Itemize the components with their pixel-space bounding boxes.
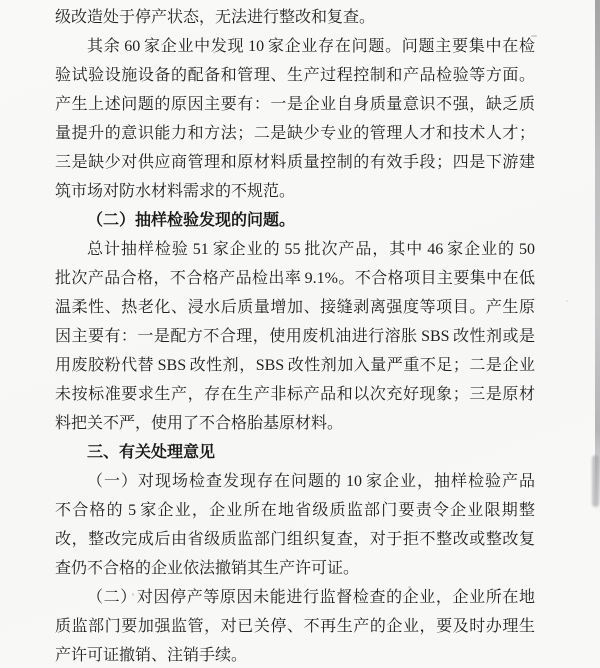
scan-speck [132, 593, 134, 596]
text-line: 三是缺少对供应商管理和原材料质量控制的有效手段；四是下游建 [55, 154, 535, 171]
text-line: 验试验设施设备的配备和管理、生产过程控制和产品检验等方面。 [55, 67, 535, 84]
text-line: 不合格的 5 家企业，企业所在地省级质监部门要责令企业限期整 [55, 502, 535, 519]
text-line: 质监部门要加强监管，对已关停、不再生产的企业，要及时办理生 [55, 618, 535, 635]
scan-edge-shadow [595, 0, 600, 512]
text-line: 筑市场对防水材料需求的不规范。 [55, 183, 296, 200]
text-line: （一）对现场检查发现存在问题的 10 家企业，抽样检验产品 [87, 473, 535, 490]
section-heading: 三、有关处理意见 [87, 444, 216, 461]
section-heading: （二）抽样检验发现的问题。 [87, 212, 296, 229]
text-line: 改，整改完成后由省级质监部门组织复查，对于拒不整改或整改复 [55, 531, 535, 548]
text-line: 未按标准要求生产，存在生产非标产品和以次充好现象；三是原材 [55, 386, 535, 403]
text-line: 总计抽样检验 51 家企业的 55 批次产品，其中 46 家企业的 50 [87, 241, 535, 258]
text-line: （二）对因停产等原因未能进行监督检查的企业，企业所在地 [87, 589, 535, 606]
scan-speck [408, 586, 411, 588]
text-line: 产许可证撤销、注销手续。 [55, 647, 248, 664]
scan-speck [209, 572, 211, 574]
text-line: 产生上述问题的原因主要有：一是企业自身质量意识不强，缺乏质 [55, 96, 535, 113]
text-line: 级改造处于停产状态，无法进行整改和复查。 [55, 9, 376, 26]
scan-speck [566, 300, 568, 302]
scan-edge-smudge [592, 455, 599, 507]
text-line: 其余 60 家企业中发现 10 家企业存在问题。问题主要集中在检 [87, 38, 535, 55]
text-line: 因主要有：一是配方不合理，使用废机油进行溶胀 SBS 改性剂或是 [55, 328, 535, 345]
text-line: 查仍不合格的企业依法撤销其生产许可证。 [55, 560, 360, 577]
scan-speck [531, 35, 537, 37]
text-line: 用废胶粉代替 SBS 改性剂，SBS 改性剂加入量严重不足；二是企业 [55, 357, 535, 374]
text-line: 批次产品合格，不合格产品检出率 9.1%。不合格项目主要集中在低 [55, 270, 535, 287]
text-line: 料把关不严，使用了不合格胎基原材料。 [55, 415, 344, 432]
text-line: 量提升的意识能力和方法；二是缺少专业的管理人才和技术人才； [55, 125, 535, 142]
text-line: 温柔性、热老化、浸水后质量增加、接缝剥离强度等项目。产生原 [55, 299, 535, 316]
document-body [55, 3, 535, 668]
